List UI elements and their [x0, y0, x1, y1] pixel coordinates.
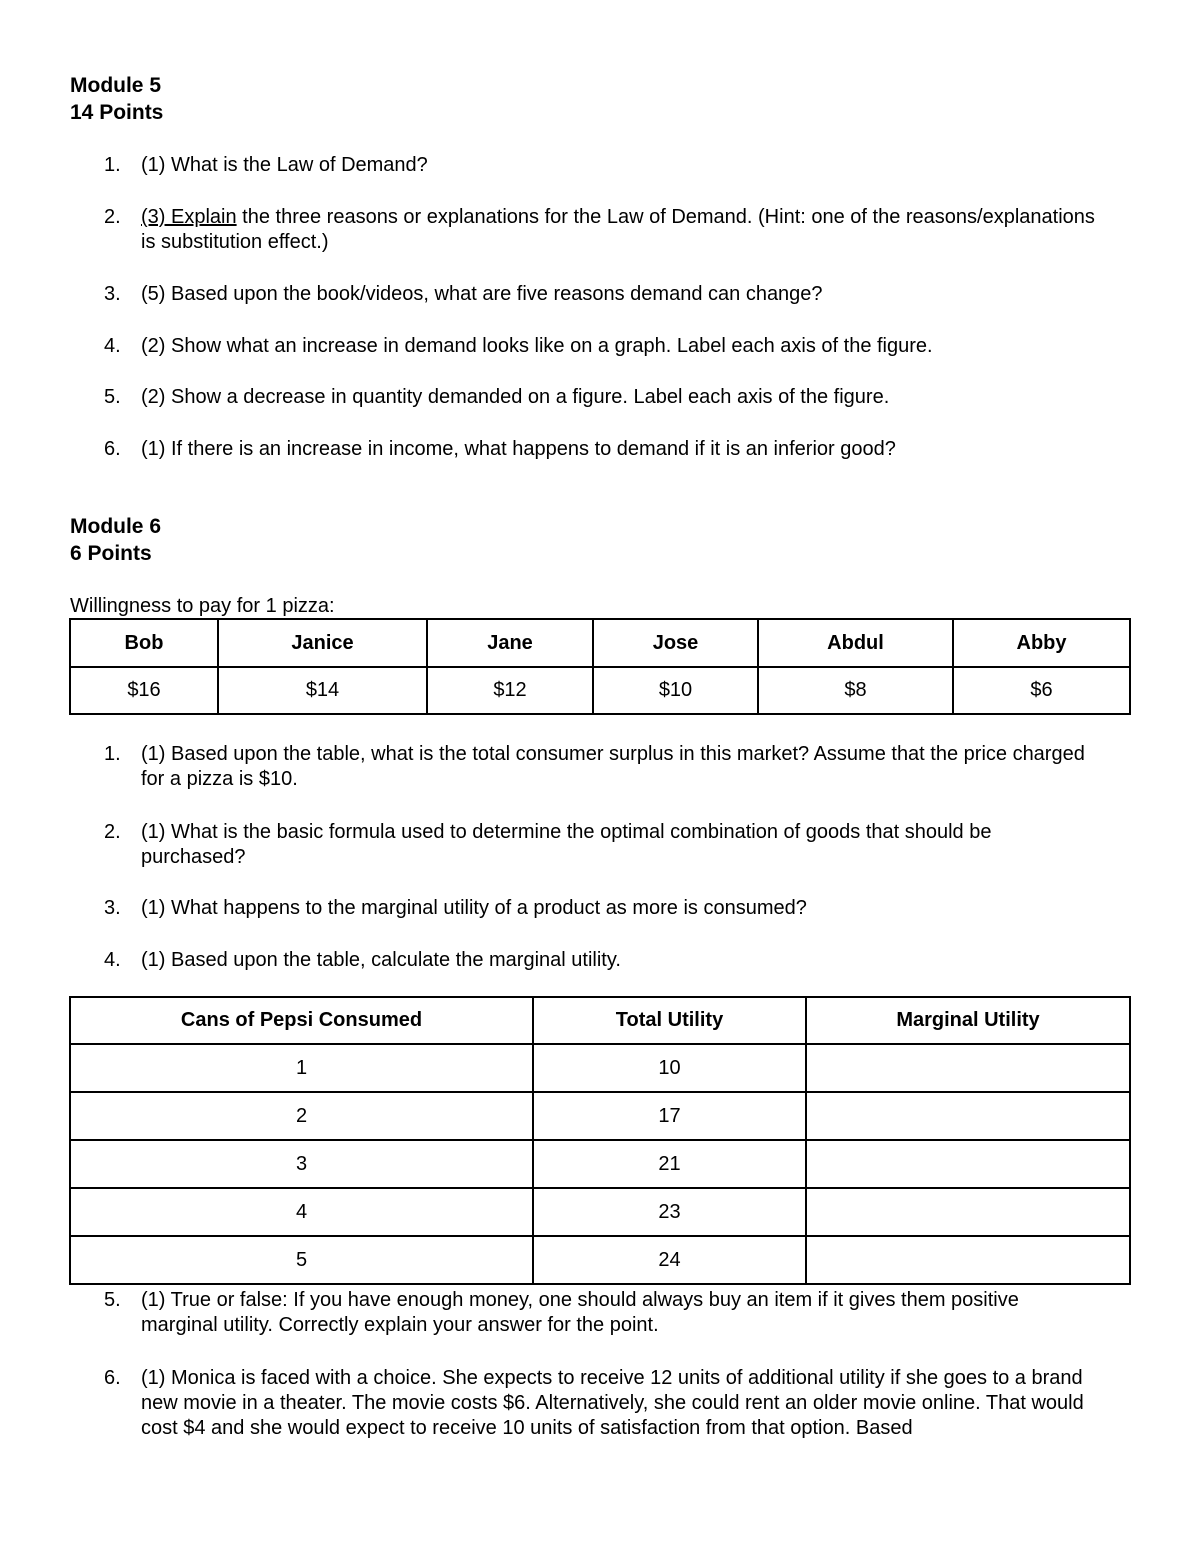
- table-cell: 10: [533, 1044, 806, 1092]
- question-number: 3.: [104, 283, 121, 305]
- question-text: (1) What is the basic formula used to determine the optimal combination of goods that should be purchased?: [141, 821, 992, 868]
- table-row: [70, 667, 1130, 714]
- table-header: Jane: [427, 619, 593, 667]
- table-row: [70, 1140, 1130, 1188]
- underlined-text: (3) Explain: [141, 206, 237, 228]
- marginal-utility-table: [69, 996, 1131, 1285]
- question-text: (1) Based upon the table, calculate the marginal utility.: [141, 949, 621, 971]
- question-text: [141, 205, 1101, 255]
- table-header: Bob: [70, 619, 218, 667]
- question-text: (1) Monica is faced with a choice. She expects to receive 12 units of additional utility if she goes to a brand new movie in a theater. The movie costs $6. Alternatively, she could rent an older movie online. That would cost $4 and she would expect to receive 10 units of satisfaction from that option. Based: [141, 1367, 1084, 1439]
- module6-title: Module 6: [70, 515, 162, 538]
- table-cell: 23: [533, 1188, 806, 1236]
- module5-title: Module 5: [70, 74, 162, 97]
- table-row: [70, 1188, 1130, 1236]
- table-header-row: [70, 997, 1130, 1044]
- table-cell: 17: [533, 1092, 806, 1140]
- question-number: 1.: [104, 154, 121, 176]
- table-header: Jose: [593, 619, 758, 667]
- table-header: Abdul: [758, 619, 953, 667]
- table-cell: [806, 1140, 1130, 1188]
- table-row: [70, 1236, 1130, 1284]
- question-number: 6.: [104, 438, 121, 460]
- question-text: (1) True or false: If you have enough money, one should always buy an item if it gives them positive marginal utility. Correctly explain your answer for the point.: [141, 1289, 1019, 1336]
- table-cell: [806, 1188, 1130, 1236]
- table-cell: 2: [70, 1092, 533, 1140]
- question-number: 4.: [104, 949, 121, 971]
- table-cell: $16: [70, 667, 218, 714]
- question-number: 4.: [104, 335, 121, 357]
- table-cell: $8: [758, 667, 953, 714]
- question-text-rest: the three reasons or explanations for the Law of Demand. (Hint: one of the reasons/explanations is substitution effect.): [141, 206, 1095, 253]
- table-header: Marginal Utility: [806, 997, 1130, 1044]
- wtp-caption: Willingness to pay for 1 pizza:: [70, 595, 335, 617]
- question-text: (2) Show a decrease in quantity demanded on a figure. Label each axis of the figure.: [141, 386, 890, 408]
- question-text: (5) Based upon the book/videos, what are five reasons demand can change?: [141, 283, 823, 305]
- question-number: 5.: [104, 386, 121, 408]
- question-text: (1) If there is an increase in income, what happens to demand if it is an inferior good?: [141, 438, 896, 460]
- question-number: 6.: [104, 1367, 121, 1389]
- question-text: (1) What happens to the marginal utility of a product as more is consumed?: [141, 897, 807, 919]
- question-text: (2) Show what an increase in demand looks like on a graph. Label each axis of the figure.: [141, 335, 933, 357]
- table-cell: [806, 1092, 1130, 1140]
- table-header: Total Utility: [533, 997, 806, 1044]
- table-cell: $14: [218, 667, 427, 714]
- question-number: 2.: [104, 821, 121, 843]
- question-number: 5.: [104, 1289, 121, 1311]
- table-header: Cans of Pepsi Consumed: [70, 997, 533, 1044]
- table-cell: [806, 1044, 1130, 1092]
- table-cell: 24: [533, 1236, 806, 1284]
- table-cell: 5: [70, 1236, 533, 1284]
- table-cell: 1: [70, 1044, 533, 1092]
- question-text: (1) Based upon the table, what is the total consumer surplus in this market? Assume that the price charged for a pizza is $10.: [141, 743, 1085, 790]
- willingness-to-pay-table: [69, 618, 1131, 715]
- module5-points: 14 Points: [70, 101, 164, 124]
- question-number: 3.: [104, 897, 121, 919]
- table-cell: [806, 1236, 1130, 1284]
- table-row: [70, 1044, 1130, 1092]
- table-header: Janice: [218, 619, 427, 667]
- question-number: 2.: [104, 206, 121, 228]
- table-cell: 21: [533, 1140, 806, 1188]
- table-cell: $12: [427, 667, 593, 714]
- table-header-row: [70, 619, 1130, 667]
- question-text: (1) What is the Law of Demand?: [141, 154, 428, 176]
- table-row: [70, 1092, 1130, 1140]
- table-cell: $6: [953, 667, 1130, 714]
- table-cell: $10: [593, 667, 758, 714]
- table-cell: 4: [70, 1188, 533, 1236]
- module6-points: 6 Points: [70, 542, 152, 565]
- table-cell: 3: [70, 1140, 533, 1188]
- question-number: 1.: [104, 743, 121, 765]
- table-header: Abby: [953, 619, 1130, 667]
